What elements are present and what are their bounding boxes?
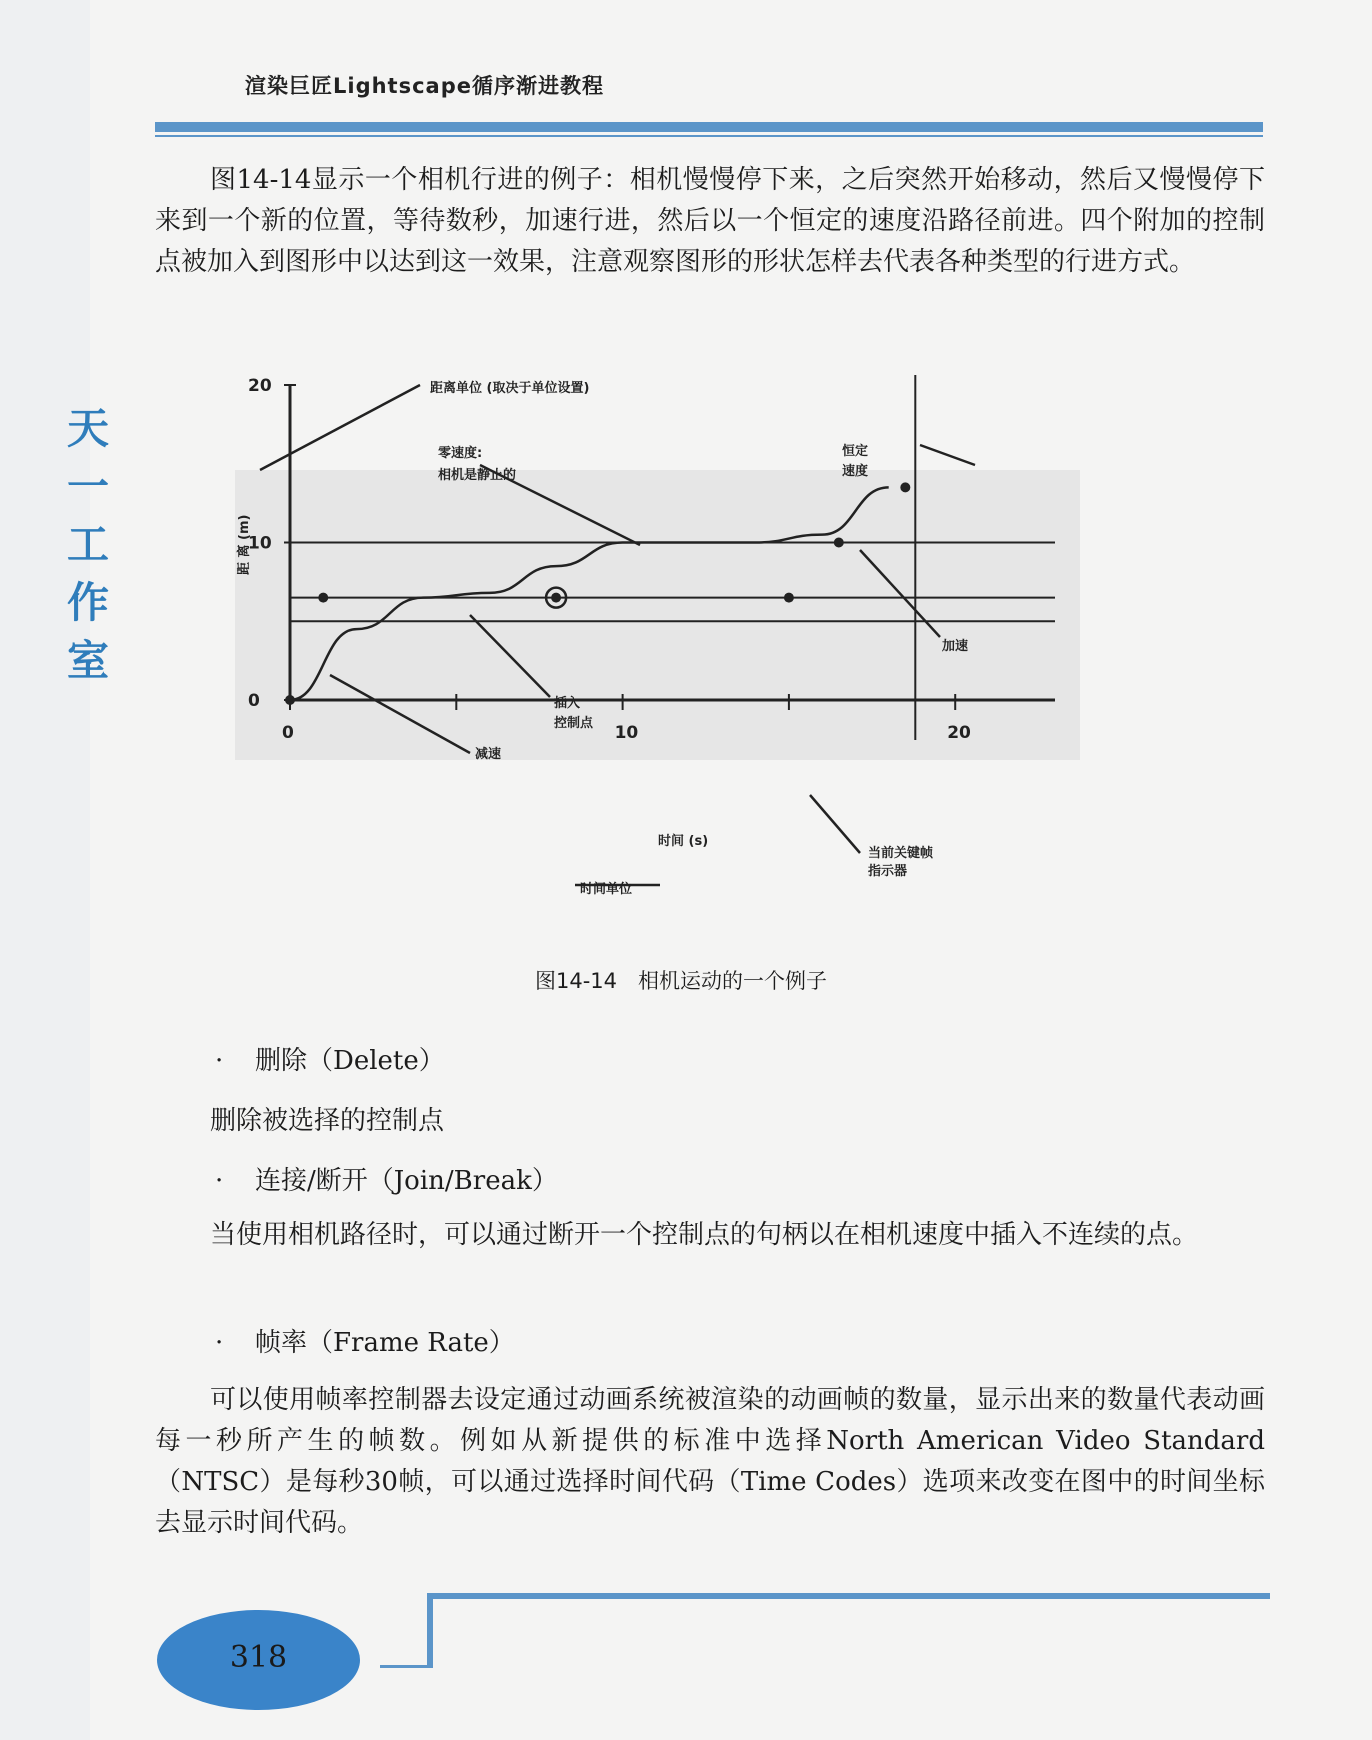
camera-motion-figure [220,375,1200,905]
figure-caption: 图14-14 相机运动的一个例子 [535,969,828,993]
footer-rule [380,1588,1270,1668]
side-brand-char: 一 [66,462,109,511]
annotation-decelerate: 减速 [475,747,502,762]
y-axis-label: 距 离 (m) [237,514,252,575]
figure-plot-bg [235,470,1080,760]
annotation-arrow [260,385,420,470]
bullet-frame-text: 帧率（Frame Rate） [255,1328,515,1358]
frame-rate-paragraph: 可以使用帧率控制器去设定通过动画系统被渲染的动画帧的数量，显示出来的数量代表动画每一秒所产生的帧数。例如从新提供的标准中选择North American Video Standard（NTSC）是每秒30帧，可以通过选择时间代码（Time Codes）选项来改变在图中的时间坐标去显示时间代码。 [155,1385,1265,1538]
annotation-const-speed-2: 速度 [842,464,869,479]
annotation-insert-cp: 插入 [554,696,581,711]
x-tick-label: 10 [614,723,639,743]
annotation-const-speed: 恒定 [842,444,869,459]
header-rule [155,122,1263,132]
control-point [285,695,295,705]
annotation-distance-unit: 距离单位 (取决于单位设置) [430,381,590,396]
annotation-keyframe-2: 指示器 [868,864,908,879]
side-brand-char: 工 [66,520,109,569]
annotation-zero-speed: 零速度: [438,446,483,461]
annotation-arrow [810,795,860,853]
bullet-marker: · [215,1328,224,1358]
control-point [900,482,910,492]
x-tick-label: 20 [947,723,971,743]
annotation-accelerate: 加速 [942,639,969,654]
running-header: 渲染巨匠Lightscape循序渐进教程 [245,74,604,98]
annotation-insert-cp-2: 控制点 [554,716,594,731]
bullet-marker: · [215,1046,224,1076]
annotation-keyframe: 当前关键帧 [868,846,934,861]
handle-point [318,593,328,603]
footer-line [380,1596,1270,1668]
bullet-frame-rate [215,1322,515,1359]
side-brand-char: 天 [66,404,109,453]
handle-point [784,593,794,603]
page-gutter [0,0,90,1740]
bullet-marker: · [215,1166,224,1196]
side-brand [65,400,111,690]
y-tick-label: 0 [248,691,260,711]
annotation-time-unit: 时间单位 [580,882,633,897]
y-tick-label: 20 [248,376,272,396]
control-point [551,593,561,603]
side-brand-char: 作 [66,578,109,627]
bullet-delete [215,1040,445,1077]
side-brand-char: 室 [66,636,109,685]
join-paragraph: 当使用相机路径时，可以通过断开一个控制点的句柄以在相机速度中插入不连续的点。 [210,1220,1199,1250]
bullet-join-text: 连接/断开（Join/Break） [255,1166,558,1196]
annotation-arrow [920,445,975,465]
control-point [834,538,844,548]
intro-paragraph: 图14-14显示一个相机行进的例子：相机慢慢停下来，之后突然开始移动，然后又慢慢停下来到一个新的位置，等待数秒，加速行进，然后以一个恒定的速度沿路径前进。四个附加的控制点被加入到图形中以达到这一效果，注意观察图形的形状怎样去代表各种类型的行进方式。 [155,165,1265,277]
bullet-join [215,1160,558,1197]
bullet-delete-text: 删除（Delete） [255,1046,445,1076]
x-axis-label: 时间 (s) [658,834,709,849]
page-number: 318 [229,1640,288,1675]
x-tick-label: 0 [282,723,294,743]
header-rule-thin [155,135,1263,137]
annotation-zero-speed-2: 相机是静止的 [438,468,517,483]
y-tick-label: 10 [248,533,272,554]
delete-description: 删除被选择的控制点 [210,1106,445,1136]
